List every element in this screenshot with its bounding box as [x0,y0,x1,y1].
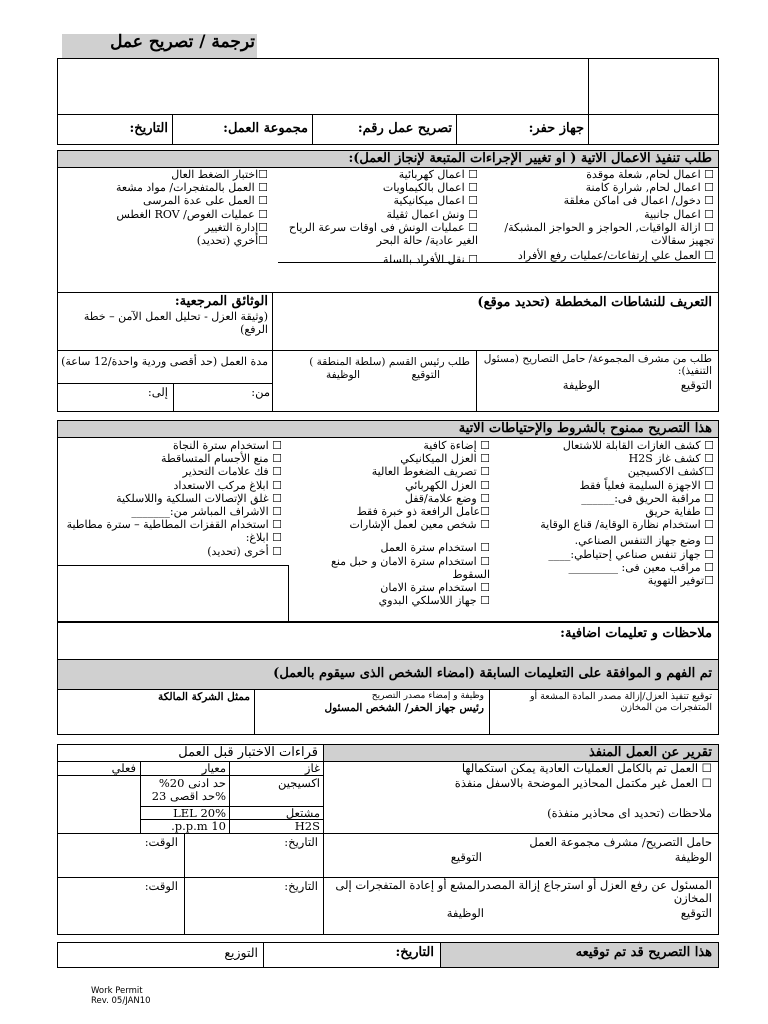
owner-rep-label: ممثل الشركة المالكة [157,691,250,703]
tests-header-standard: معيار [201,761,226,775]
section-conditions-title: هذا التصريح ممنوح بالشروط والإحتياطات الاتية [458,421,712,436]
header-permit-no-label: تصريح عمل رقم: [357,121,452,136]
dept-head-request-label: طلب رئيس القسم (سلطة المنطقة ) [309,356,470,368]
page-title: ترجمة / تصريح عمل [110,32,255,52]
list-item[interactable]: ☐ شخص معين لعمل الإشارات [349,518,490,532]
supervisor-position-label: الوظيفة [562,378,600,392]
report-position-label: الوظيفة [674,850,712,864]
list-item[interactable]: ☐كشف الاكسيجين [627,465,714,479]
header-group-label: مجموعة العمل: [223,121,308,136]
list-item[interactable]: ☐توفير التهوية [647,574,714,588]
report-holder-label: حامل التصريح/ مشرف مجموعة العمل [529,835,712,849]
report-position2-label: الوظيفة [446,906,484,920]
list-item[interactable]: ☐ اعمال جانبية [644,207,714,221]
list-item[interactable]: ☐ مراقبة الحريق فى:______ [581,491,714,505]
list-item[interactable]: ☐ جهاز اللاسلكي البدوي [378,594,490,608]
tests-header-gas: غاز [304,761,320,775]
list-item[interactable]: ☐إدارة التغيير [204,220,268,234]
work-type-list-middle [282,168,478,266]
work-type-list-left [60,168,268,247]
list-item[interactable]: ☐ وضع علامة/قفل [404,491,490,505]
list-item[interactable]: ☐ نقل الأفراد بالسلة [382,253,478,267]
list-item[interactable]: ☐ مراقب معين فى: _________ [568,560,714,574]
duration-from-label: من: [251,385,270,399]
list-item[interactable]: ☐ ابلاغ: [245,531,282,545]
notes-label: ملاحظات و تعليمات اضافية: [560,626,712,641]
list-item[interactable]: ☐ اعمال لحام, شعلة موقدة [586,168,714,181]
list-item[interactable]: ☐ فك علامات التحذير [182,465,282,479]
list-item[interactable]: ☐ كشف الغازات القابلة للاشتعال [562,439,714,452]
list-item[interactable]: ☐ منع الأجسام المتساقطة [161,452,282,466]
list-item[interactable]: ☐ استخدام سترة النجاة [173,439,282,452]
table-row: حد ادنى 20% %حد اقصى 23 [151,776,226,803]
rig-manager-label: رئيس جهاز الحفر/ الشخص المسئول [324,702,484,714]
list-item[interactable]: ☐ ونش اعمال ثقيلة [386,207,478,221]
list-item[interactable]: ☐ العزل الكهربائي [405,478,490,492]
list-item[interactable]: ☐ استخدام سترة العمل [380,541,490,555]
report-sign2-label: التوقيع [680,906,712,920]
duration-to-label: إلى: [147,385,168,399]
list-item[interactable]: ☐ عمليات الغوص/ ROV الغطس [116,207,268,221]
issuer-sign-label: وظيفة و إمضاء مصدر التصريح [371,691,484,701]
list-item[interactable]: ☐ كشف غاز H2S [628,452,714,466]
tests-date2-label: التاريخ: [284,879,318,893]
list-item[interactable]: ☐ عمليات الونش فى اوقات سرعة الرياح الغير عادية/ حالة البحر [288,220,478,248]
tests-title: قراءات الاختبار قبل العمل [178,745,318,760]
list-item[interactable]: ☐ إضاءة كافية [423,439,490,452]
list-item[interactable]: ☐ العمل بالمتفجرات/ مواد مشعة [116,181,268,195]
list-item[interactable]: ☐ الاشراف المباشر من:_______ [131,505,282,519]
table-row: اكسيجين [277,776,320,790]
section-acceptance-title: تم الفهم و الموافقة على التعليمات السابقة (امضاء الشخص الذى سيقوم بالعمل) [273,666,712,681]
list-item[interactable]: ☐ العمل على عدة المرسى [143,194,268,208]
work-type-list-right [500,168,714,262]
list-item[interactable]: ☐ اعمال ميكانيكية [393,194,478,208]
list-item[interactable]: ☐ استخدام سترة الامان [380,581,490,595]
list-item[interactable]: ☐ ازالة الواقيات, الحواجز و الحواجز المشبكة/ تجهيز سقالات [504,220,714,248]
reference-docs-label: الوثائق المرجعية: [174,294,268,309]
report-sign-label: التوقيع [450,850,482,864]
tests-time2-label: الوقت: [144,879,178,893]
tests-date-label: التاريخ: [284,835,318,849]
list-item[interactable]: ☐ العمل علي إرتفاعات/عمليات رفع الأفراد [517,249,714,263]
list-item[interactable]: ☐ استخدام نظارة الوقاية/ قناع الوقاية [540,518,714,532]
list-item[interactable]: ☐ العزل الميكانيكي [400,452,490,466]
table-row: 10 p.p.m. [171,819,226,833]
supervisor-sign-label: التوقيع [680,378,712,392]
conditions-list-left [62,439,282,558]
list-item[interactable]: ☐ ابلاغ مركب الاستعداد [173,478,282,492]
footer-revision: Rev. 05/JAN10 [91,996,151,1006]
report-item-incomplete[interactable]: ☐ العمل غير مكتمل المحاذير الموضحة بالاسفل منفذة [454,776,712,790]
permit-signed-label: هذا التصريح قد تم توقيعه [575,945,712,960]
list-item[interactable]: ☐أخري (تحديد) [196,234,268,248]
table-row: مشتعل [285,806,320,820]
list-item[interactable]: ☐ دخول/ اعمال فى اماكن مغلقة [563,194,714,208]
report-title: تقرير عن العمل المنفذ [588,745,712,760]
table-row: H2S [294,819,320,833]
list-item[interactable]: ☐ استخدام سترة الامان و حبل منع السقوط [330,554,490,581]
list-item[interactable]: ☐ اعمال لحام, شرارة كامنة [585,181,714,195]
list-item[interactable]: ☐ أخرى (تحديد) [207,544,282,558]
list-item[interactable]: ☐ طفاية حريق [645,505,714,519]
conditions-list-middle [300,439,490,607]
list-item[interactable]: ☐اختبار الضغط العال [171,168,268,181]
list-item[interactable]: ☐ جهاز تنفس صناعي إحتياطي:____ [548,547,714,561]
report-notes-label: ملاحظات (تحديد اى محاذير منفذة) [547,806,712,820]
report-item-complete[interactable]: ☐ العمل تم بالكامل العمليات العادية يمكن استكمالها [461,761,712,775]
list-item[interactable]: ☐ اعمال بالكيماويات [382,181,478,195]
list-item[interactable]: ☐ الاجهزة السليمة فعلياً فقط [579,478,714,492]
work-duration-label: مدة العمل (حد أقصى وردية واحدة/12 ساعة) [61,355,268,368]
distribution-label: التوزيع [224,945,258,960]
conditions-list-right [505,439,714,587]
list-item[interactable]: ☐ وضع جهاز التنفس الصناعي. [574,534,714,548]
list-item[interactable]: ☐ استخدام القفزات المطاطية – سترة مطاطية [66,518,282,532]
report-responsible-label: المسئول عن رفع العزل أو استرجاع إزالة المصدرالمشع أو إعادة المتفجرات إلى المخازن [335,878,712,905]
header-rig-label: جهاز حفر: [528,121,584,136]
table-row: 20% LEL [173,806,226,820]
tests-header-actual: فعلي [111,761,136,775]
header-date-label: التاريخ: [129,121,168,136]
tests-time-label: الوقت: [144,835,178,849]
reference-docs-note: (وثيقة العزل - تحليل العمل الآمن – خطة الرفع) [83,310,268,336]
list-item[interactable]: ☐ تصريف الضغوط العالية [371,465,490,479]
isolation-sign-label: توقيع تنفيذ العزل/إزالة مصدر المادة المشعة أو المتفجرات من المخازن [529,691,712,713]
list-item[interactable]: ☐عامل الرافعة ذو خبرة فقط [356,505,490,519]
section-work-request-title: طلب تنفيذ الاعمال الاتية ( او تغيير الإجراءات المتبعة لإنجاز العمل): [348,151,712,166]
signed-date-label: التاريخ: [395,945,434,960]
footer-form-name: Work Permit [91,986,143,996]
planned-activities-label: التعريف للنشاطات المخططة (تحديد موقع) [477,295,712,310]
list-item[interactable]: ☐ غلق الإتصالات السلكية واللاسلكية [116,491,282,505]
list-item[interactable]: ☐ اعمال كهربائية [398,168,478,181]
dept-head-position-label: الوظيفة [325,369,360,381]
supervisor-request-label: طلب من مشرف المجموعة/ حامل التصاريح (مسئول التنفيذ): [483,353,712,377]
dept-head-sign-label: التوقيع [411,369,440,381]
